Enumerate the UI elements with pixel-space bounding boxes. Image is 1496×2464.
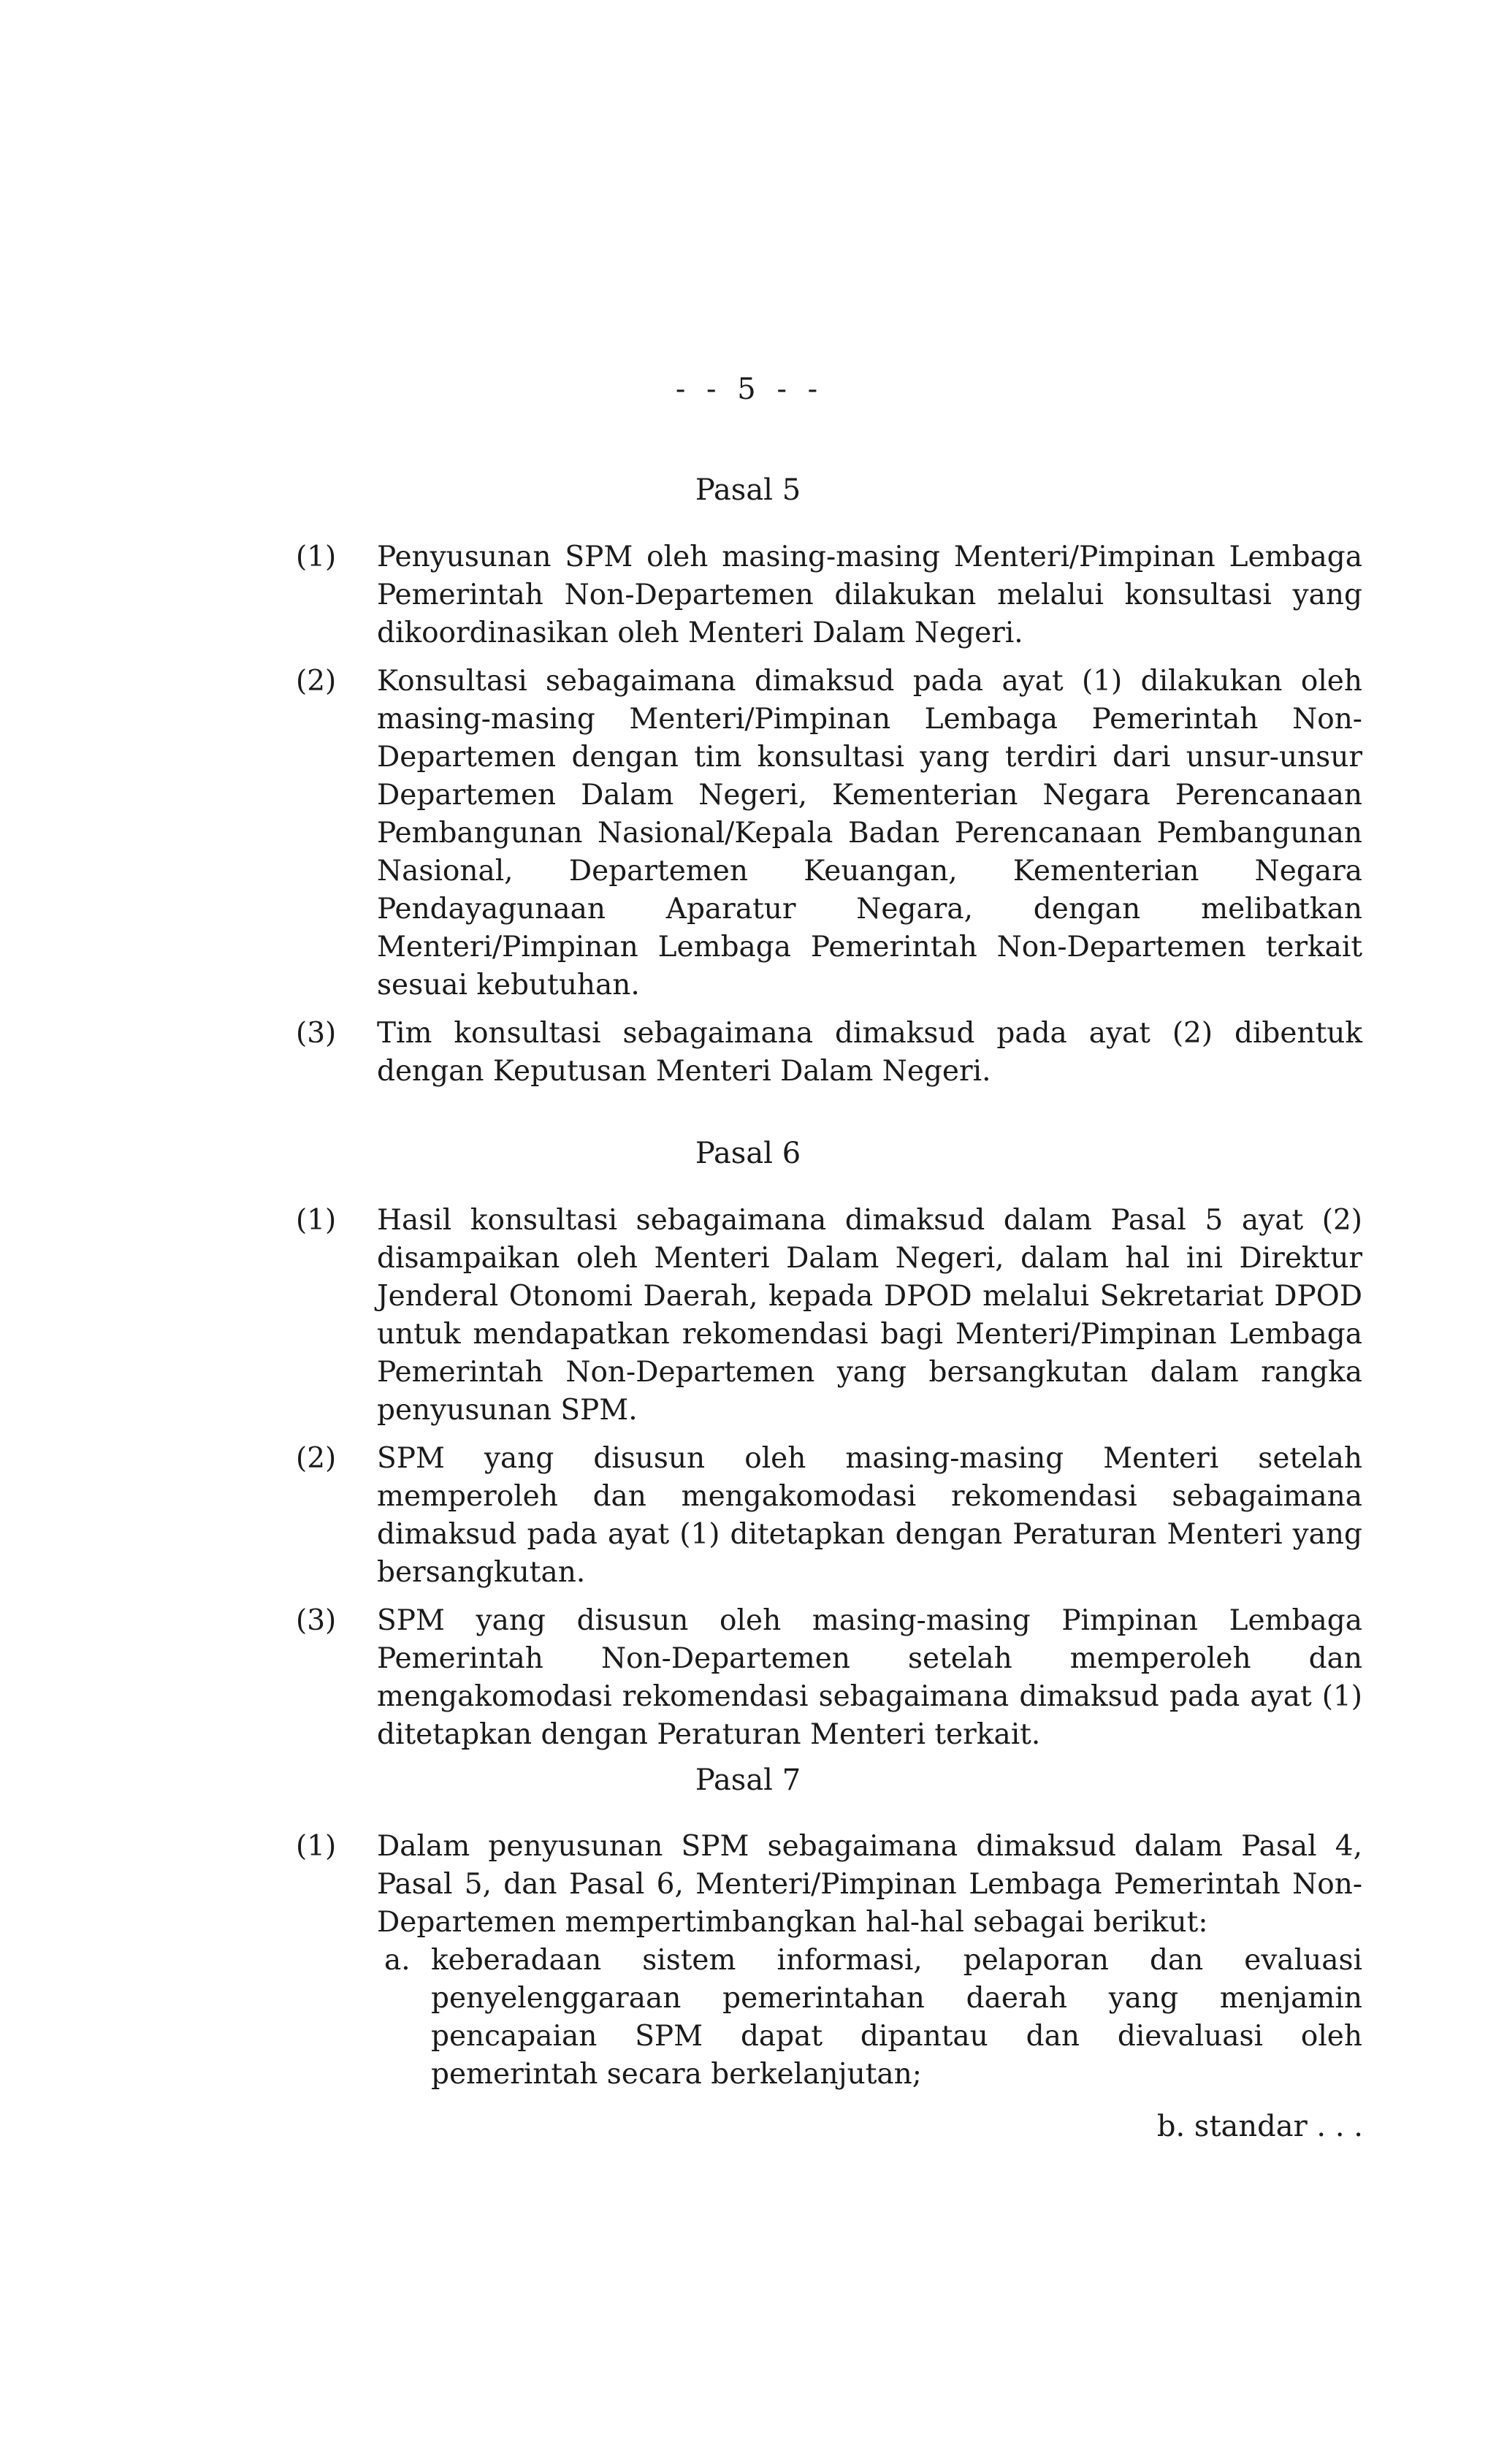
ayat-text: Penyusunan SPM oleh masing-masing Menteri/Pimpinan Lembaga Pemerintah Non-Departemen dilakukan melalui konsultasi yang dikoordinasikan oleh Menteri Dalam Negeri.	[377, 541, 1362, 649]
sub-item	[377, 1942, 1362, 2094]
pasal-7-heading: Pasal 7	[695, 1763, 801, 1797]
ayat-number: (2)	[296, 665, 337, 698]
ayat-number: (1)	[296, 541, 337, 573]
pasal-7-body	[296, 1828, 1362, 2094]
ayat-text: Tim konsultasi sebagaimana dimaksud pada ayat (2) dibentuk dengan Keputusan Menteri Dalam Negeri.	[377, 1017, 1362, 1088]
ayat-text: Konsultasi sebagaimana dimaksud pada ayat (1) dilakukan oleh masing-masing Menteri/Pimpinan Lembaga Pemerintah Non-Departemen dengan tim konsultasi yang terdiri dari unsur-unsur Departemen Dalam Negeri, Kementerian Negara Perencanaan Pembangunan Nasional/Kepala Badan Perencanaan Pembangunan Nasional, Departemen Keuangan, Kementerian Negara Pendayagunaan Aparatur Negara, dengan melibatkan Menteri/Pimpinan Lembaga Pemerintah Non-Departemen terkait sesuai kebutuhan.	[377, 665, 1362, 1002]
ayat-number: (2)	[296, 1442, 337, 1475]
continuation-marker: b. standar . . .	[1156, 2110, 1363, 2143]
sub-item-letter: a.	[384, 1944, 411, 1977]
pasal-6-body	[296, 1202, 1362, 1764]
ayat-text: SPM yang disusun oleh masing-masing Menteri setelah memperoleh dan mengakomodasi rekomendasi sebagaimana dimaksud pada ayat (1) ditetapkan dengan Peraturan Menteri yang bersangkutan.	[377, 1442, 1362, 1589]
ayat-number: (1)	[296, 1204, 337, 1237]
ayat	[296, 1015, 1362, 1091]
pasal-5-body	[296, 538, 1362, 1101]
ayat	[296, 1828, 1362, 1942]
ayat-number: (3)	[296, 1017, 337, 1050]
ayat	[296, 663, 1362, 1004]
ayat	[296, 1602, 1362, 1754]
pasal-6-heading: Pasal 6	[695, 1137, 801, 1170]
ayat	[296, 1440, 1362, 1592]
ayat-number: (1)	[296, 1830, 337, 1863]
ayat	[296, 538, 1362, 652]
sub-list	[377, 1942, 1362, 2094]
ayat-text: Dalam penyusunan SPM sebagaimana dimaksud dalam Pasal 4, Pasal 5, dan Pasal 6, Menteri/Pimpinan Lembaga Pemerintah Non-Departemen mempertimbangkan hal-hal sebagai berikut:	[377, 1830, 1362, 1939]
sub-item-text: keberadaan sistem informasi, pelaporan dan evaluasi penyelenggaraan pemerintahan daerah yang menjamin pencapaian SPM dapat dipantau dan dievaluasi oleh pemerintah secara berkelanjutan;	[431, 1944, 1362, 2091]
ayat	[296, 1202, 1362, 1430]
ayat-text: Hasil konsultasi sebagaimana dimaksud dalam Pasal 5 ayat (2) disampaikan oleh Menteri Dalam Negeri, dalam hal ini Direktur Jenderal Otonomi Daerah, kepada DPOD melalui Sekretariat DPOD untuk mendapatkan rekomendasi bagi Menteri/Pimpinan Lembaga Pemerintah Non-Departemen yang bersangkutan dalam rangka penyusunan SPM.	[377, 1204, 1362, 1427]
ayat-number: (3)	[296, 1604, 337, 1637]
pasal-5-heading: Pasal 5	[695, 473, 801, 507]
page-number: - - 5 - -	[675, 373, 821, 406]
ayat-text: SPM yang disusun oleh masing-masing Pimpinan Lembaga Pemerintah Non-Departemen setelah memperoleh dan mengakomodasi rekomendasi sebagaimana dimaksud pada ayat (1) ditetapkan dengan Peraturan Menteri terkait.	[377, 1604, 1362, 1751]
